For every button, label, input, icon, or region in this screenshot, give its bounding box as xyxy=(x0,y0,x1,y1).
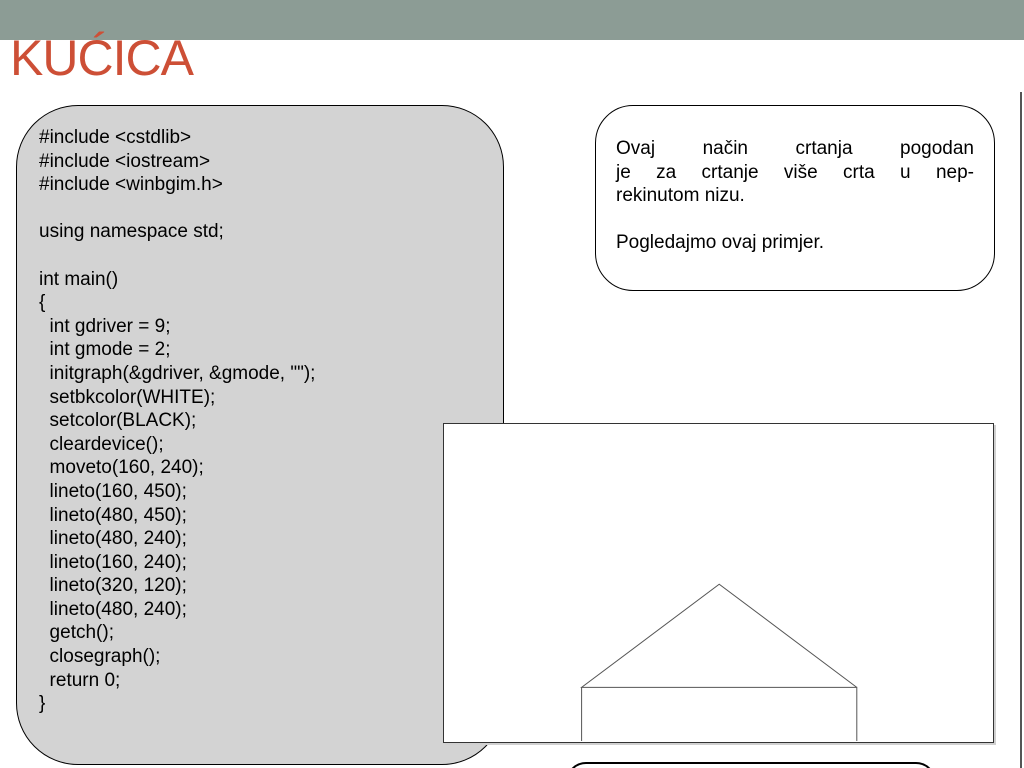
code-line xyxy=(39,244,315,268)
code-line: lineto(160, 450); xyxy=(39,480,187,502)
code-line: lineto(320, 120); xyxy=(39,575,187,597)
code-line: #include <cstdlib> xyxy=(39,127,192,148)
code-line: lineto(480, 450); xyxy=(39,504,187,526)
next-box-edge xyxy=(566,762,936,768)
code-line: closegraph(); xyxy=(39,646,161,668)
note-line-1: Ovaj način crtanja pogodan xyxy=(616,138,974,159)
code-line: #include <winbgim.h> xyxy=(39,174,223,196)
note-line-2: je za crtanje više crta u nep- xyxy=(616,161,974,183)
code-listing xyxy=(39,126,315,716)
house-outline xyxy=(582,584,857,741)
code-line: lineto(480, 240); xyxy=(39,598,187,620)
slide-title: KUĆICA xyxy=(10,30,193,86)
code-line: lineto(160, 240); xyxy=(39,551,187,573)
graphics-output-window xyxy=(443,423,994,743)
code-line: lineto(480, 240); xyxy=(39,528,187,550)
code-line xyxy=(39,197,315,221)
code-line: setbkcolor(WHITE); xyxy=(39,386,216,408)
note-gap xyxy=(616,208,974,232)
code-line: #include <iostream> xyxy=(39,150,211,172)
code-line: int gdriver = 9; xyxy=(39,315,171,337)
code-line: } xyxy=(39,693,46,715)
note-line-3: rekinutom nizu. xyxy=(616,185,745,206)
code-line: moveto(160, 240); xyxy=(39,457,204,479)
code-line: cleardevice(); xyxy=(39,433,164,455)
code-line: int gmode = 2; xyxy=(39,339,171,361)
code-line: setcolor(BLACK); xyxy=(39,410,197,432)
code-line: { xyxy=(39,292,46,314)
right-border-line xyxy=(1020,92,1022,768)
note-text xyxy=(616,137,974,255)
code-line: return 0; xyxy=(39,669,121,691)
note-line-4: Pogledajmo ovaj primjer. xyxy=(616,232,825,253)
code-line: using namespace std; xyxy=(39,221,224,243)
code-line: initgraph(&gdriver, &gmode, ""); xyxy=(39,362,316,384)
code-line: getch(); xyxy=(39,622,114,644)
code-line: int main() xyxy=(39,268,119,290)
house-drawing xyxy=(444,424,992,741)
